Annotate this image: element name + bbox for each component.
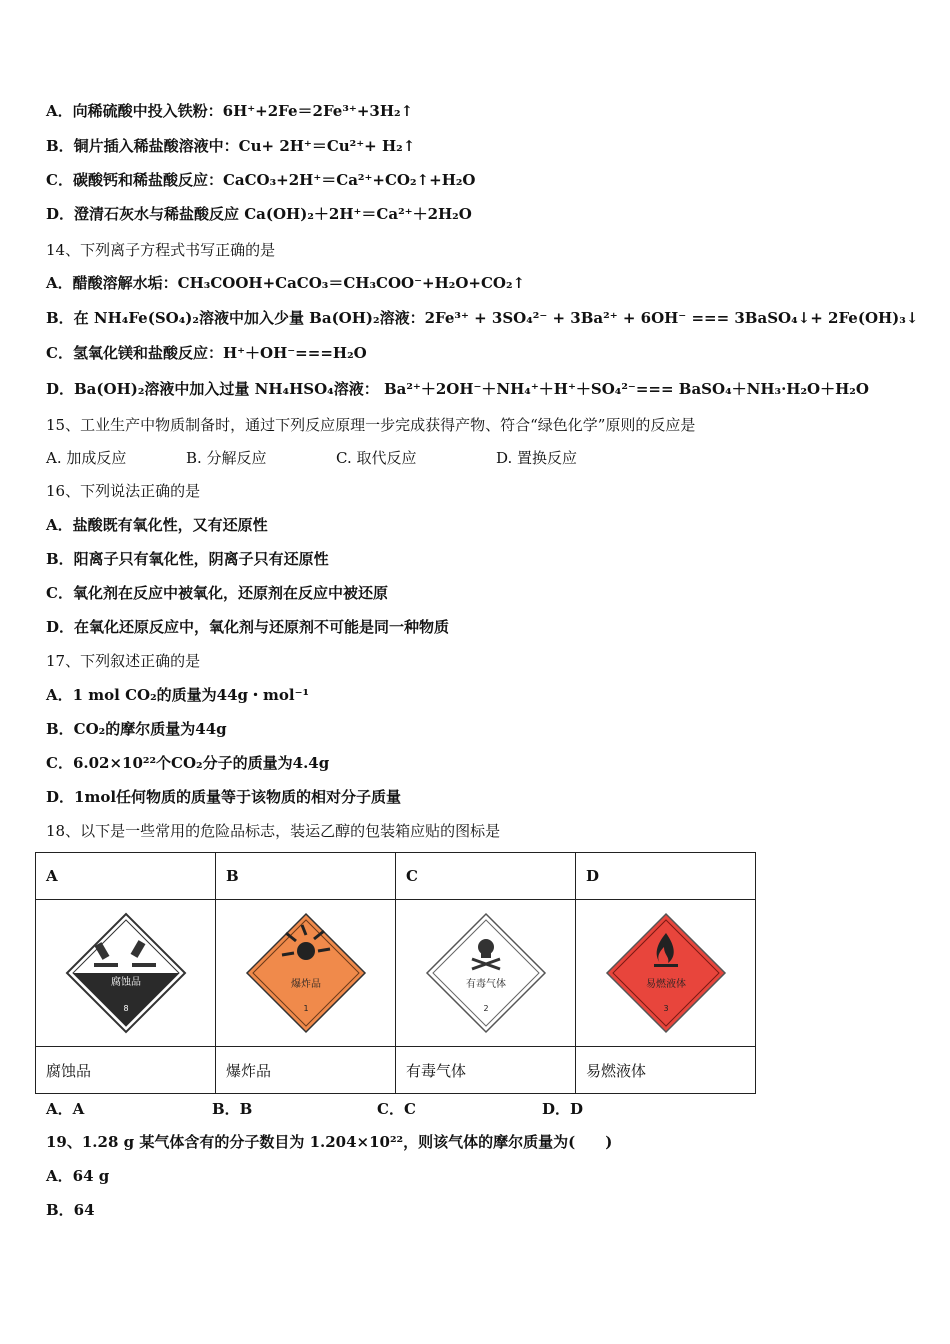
header-b: B: [216, 853, 396, 900]
q18-option-b[interactable]: B．B: [212, 1100, 253, 1118]
option-line[interactable]: A．盐酸既有氧化性，又有还原性: [46, 516, 268, 534]
question-stem: 15、工业生产中物质制备时，通过下列反应原理一步完成获得产物、符合“绿色化学”原则的反应是: [46, 416, 696, 434]
explosive-class: 1: [302, 1004, 309, 1013]
label-b: 爆炸品: [216, 1047, 396, 1094]
corrosive-class: 8: [122, 1004, 129, 1013]
flammable-liquid-class: 3: [662, 1004, 669, 1013]
explosive-sign-icon: [244, 911, 368, 1035]
option-line[interactable]: B．在 NH₄Fe(SO₄)₂溶液中加入少量 Ba(OH)₂溶液：2Fe³⁺ + 3SO₄²⁻ + 3Ba²⁺ + 6OH⁻ === 3BaSO₄↓+ 2Fe(OH)₃↓: [46, 309, 919, 327]
question-stem: 18、以下是一些常用的危险品标志，装运乙醇的包装箱应贴的图标是: [46, 822, 501, 840]
toxic-gas-cell: [396, 900, 576, 1047]
option-line[interactable]: B．CO₂的摩尔质量为44g: [46, 720, 227, 738]
q15-options: [46, 448, 577, 468]
q15-option-d[interactable]: D. 置换反应: [496, 449, 578, 467]
question-stem: 17、下列叙述正确的是: [46, 652, 201, 670]
hazard-symbol-table: [35, 852, 756, 1094]
label-d: 易燃液体: [576, 1047, 756, 1094]
option-line[interactable]: B．铜片插入稀盐酸溶液中：Cu+ 2H⁺＝Cu²⁺+ H₂↑: [46, 137, 416, 155]
option-line[interactable]: C．氧化剂在反应中被氧化，还原剂在反应中被还原: [46, 584, 388, 602]
option-line[interactable]: D．澄清石灰水与稀盐酸反应 Ca(OH)₂＋2H⁺＝Ca²⁺＋2H₂O: [46, 205, 472, 223]
q18-option-d[interactable]: D．D: [542, 1100, 584, 1118]
question-stem: 14、下列离子方程式书写正确的是: [46, 241, 276, 259]
q18-option-c[interactable]: C．C: [377, 1100, 416, 1118]
q15-option-a[interactable]: A. 加成反应: [46, 449, 127, 467]
corrosive-caption: 腐蚀品: [110, 977, 141, 988]
toxic-gas-caption: 有毒气体: [465, 979, 506, 990]
label-c: 有毒气体: [396, 1047, 576, 1094]
option-line[interactable]: C．碳酸钙和稀盐酸反应：CaCO₃+2H⁺＝Ca²⁺+CO₂↑+H₂O: [46, 171, 476, 189]
flammable-liquid-cell: [576, 900, 756, 1047]
header-a: A: [36, 853, 216, 900]
table-label-row: [36, 1047, 756, 1094]
label-a: 腐蚀品: [36, 1047, 216, 1094]
header-c: C: [396, 853, 576, 900]
table-image-row: [36, 900, 756, 1047]
corrosive-cell: [36, 900, 216, 1047]
option-line[interactable]: D．Ba(OH)₂溶液中加入过量 NH₄HSO₄溶液： Ba²⁺＋2OH⁻＋NH₄⁺＋H⁺＋SO₄²⁻=== BaSO₄＋NH₃·H₂O＋H₂O: [46, 380, 869, 398]
question-stem: 16、下列说法正确的是: [46, 482, 201, 500]
question-stem: 19、1.28 g 某气体含有的分子数目为 1.204×10²²，则该气体的摩尔质量为( ): [46, 1133, 613, 1151]
option-line[interactable]: C．6.02×10²²个CO₂分子的质量为4.4g: [46, 754, 330, 772]
option-line[interactable]: B．64: [46, 1201, 95, 1219]
q18-option-a[interactable]: A．A: [46, 1100, 85, 1118]
option-line[interactable]: A．1 mol CO₂的质量为44g・mol⁻¹: [46, 686, 310, 704]
q15-option-b[interactable]: B. 分解反应: [186, 449, 267, 467]
option-line[interactable]: C．氢氧化镁和盐酸反应：H⁺＋OH⁻===H₂O: [46, 344, 367, 362]
option-line[interactable]: D．1mol任何物质的质量等于该物质的相对分子质量: [46, 788, 402, 806]
header-d: D: [576, 853, 756, 900]
option-line[interactable]: B．阳离子只有氧化性，阴离子只有还原性: [46, 550, 329, 568]
toxic-gas-sign-icon: [424, 911, 548, 1035]
q15-option-c[interactable]: C. 取代反应: [336, 449, 417, 467]
explosive-caption: 爆炸品: [290, 979, 321, 990]
explosive-cell: [216, 900, 396, 1047]
corrosive-sign-icon: [64, 911, 188, 1035]
option-line[interactable]: A．64 g: [46, 1167, 110, 1185]
table-header-row: [36, 853, 756, 900]
toxic-gas-class: 2: [482, 1004, 489, 1013]
option-line[interactable]: A．向稀硫酸中投入铁粉：6H⁺+2Fe＝2Fe³⁺+3H₂↑: [46, 102, 414, 120]
flammable-liquid-caption: 易燃液体: [645, 979, 686, 990]
flammable-liquid-sign-icon: [604, 911, 728, 1035]
option-line[interactable]: D．在氧化还原反应中，氧化剂与还原剂不可能是同一种物质: [46, 618, 450, 636]
option-line[interactable]: A．醋酸溶解水垢：CH₃COOH+CaCO₃＝CH₃COO⁻+H₂O+CO₂↑: [46, 274, 526, 292]
